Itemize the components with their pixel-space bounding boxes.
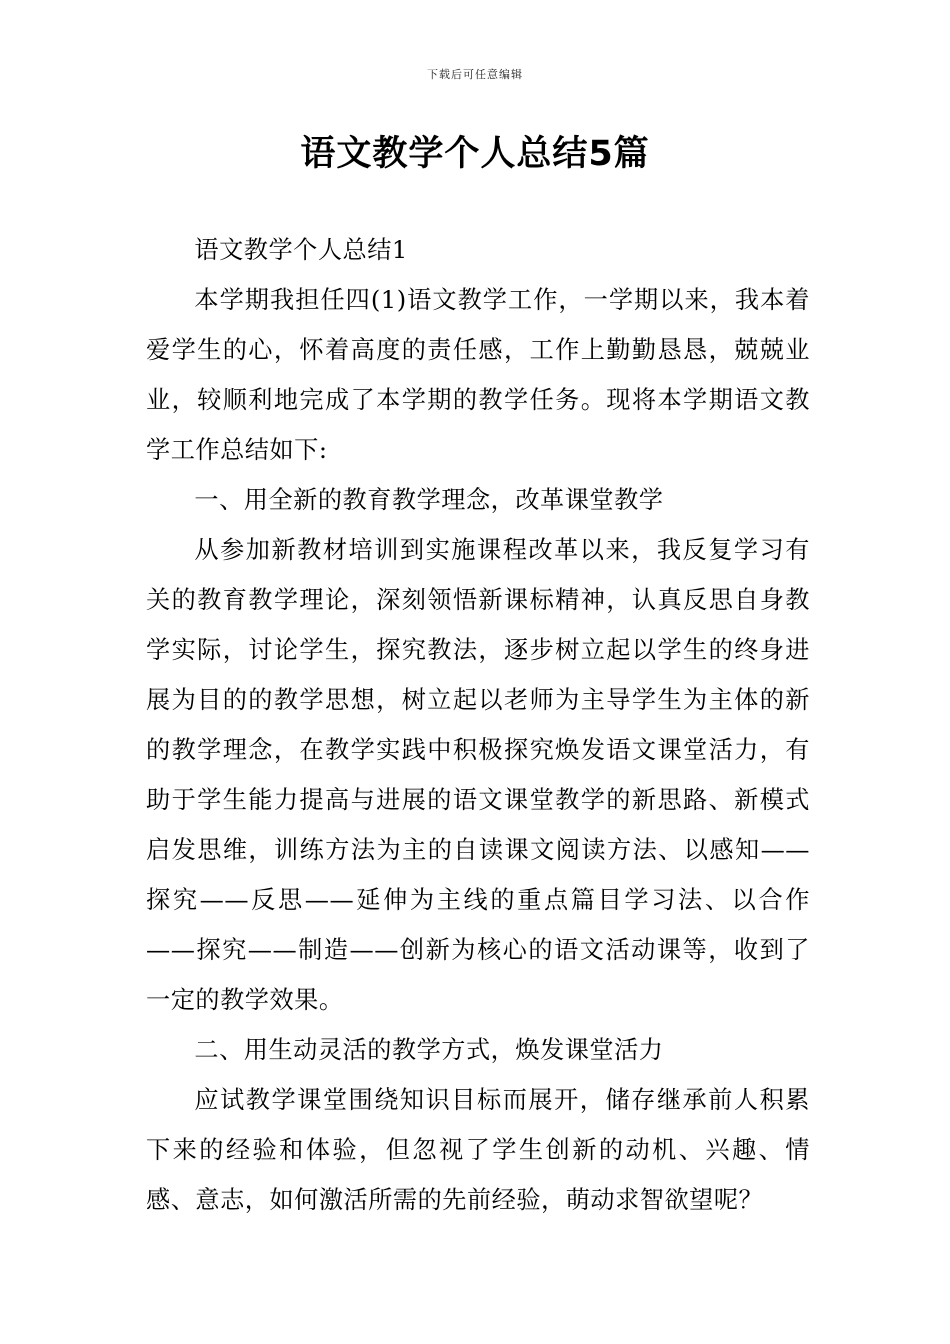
subheading: 二、用生动灵活的教学方式，焕发课堂活力	[194, 1036, 664, 1064]
header-note: 下载后可任意编辑	[427, 68, 523, 81]
subheading: 一、用全新的教育教学理念，改革课堂教学	[194, 486, 664, 514]
section-heading: 语文教学个人总结1	[194, 236, 408, 264]
paragraph: 应试教学课堂围绕知识目标而展开，储存继承前人积累下来的经验和体验，但忽视了学生创新的动机、兴趣、情感、意志，如何激活所需的先前经验，萌动求智欲望呢？	[146, 1086, 810, 1214]
document-body	[146, 225, 810, 1225]
paragraph: 从参加新教材培训到实施课程改革以来，我反复学习有关的教育教学理论，深刻领悟新课标精神，认真反思自身教学实际，讨论学生，探究教法，逐步树立起以学生的终身进展为目的的教学思想，树立起以老师为主导学生为主体的新的教学理念，在教学实践中积极探究焕发语文课堂活力，有助于学生能力提高与进展的语文课堂教学的新思路、新模式启发思维，训练方法为主的自读课文阅读方法、以感知——探究——反思——延伸为主线的重点篇目学习法、以合作——探究——制造——创新为核心的语文活动课等，收到了一定的教学效果。	[146, 536, 810, 1014]
document-title: 语文教学个人总结5篇	[300, 134, 650, 174]
paragraph: 本学期我担任四(1)语文教学工作，一学期以来，我本着爱学生的心，怀着高度的责任感，工作上勤勤恳恳，兢兢业业，较顺利地完成了本学期的教学任务。现将本学期语文教学工作总结如下:	[146, 286, 810, 464]
